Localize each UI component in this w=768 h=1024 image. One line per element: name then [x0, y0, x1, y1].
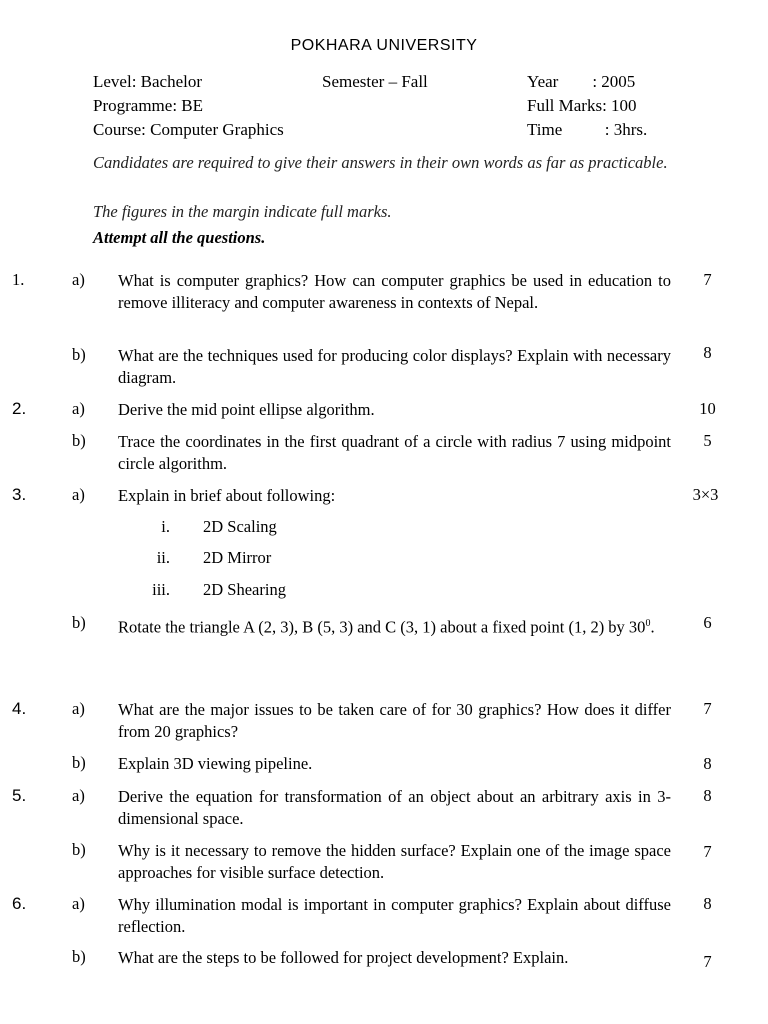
question-number: 3.	[12, 485, 27, 504]
instruction-answer-own-words: Candidates are required to give their answers in their own words as far as practicable.	[93, 153, 668, 172]
question-text: Derive the equation for transformation of an object about an arbitrary axis in 3-dimensional space.	[118, 787, 671, 828]
marks: 7	[703, 699, 712, 718]
question-text: Why is it necessary to remove the hidden surface? Explain one of the image space approaches for visible surface detection.	[118, 841, 671, 882]
degree-superscript: 0	[645, 618, 651, 629]
question-text-main: Rotate the triangle A (2, 3), B (5, 3) and C (3, 1) about a fixed point (1, 2) by 30	[118, 617, 646, 637]
marks: 7	[703, 952, 712, 971]
part-label: a)	[72, 399, 85, 418]
question-number: 1.	[12, 270, 25, 289]
question-text: Explain in brief about following:	[118, 486, 336, 505]
sub-item-numeral: iii.	[152, 580, 170, 599]
question-text: Why illumination modal is important in computer graphics? Explain about diffuse reflection.	[118, 895, 671, 936]
course-label: Course: Computer Graphics	[93, 120, 284, 139]
question-text: Derive the mid point ellipse algorithm.	[118, 400, 375, 419]
marks: 5	[703, 431, 712, 450]
instruction-margin-marks: The figures in the margin indicate full marks.	[93, 202, 392, 221]
question-number: 5.	[12, 786, 27, 805]
sub-item-text: 2D Shearing	[203, 580, 286, 599]
part-label: a)	[72, 270, 85, 289]
marks: 7	[703, 842, 712, 861]
sub-item-numeral: i.	[161, 517, 170, 536]
question-text: What are the major issues to be taken care of for 30 graphics? How does it differ from 20 graphics?	[118, 700, 671, 741]
sub-item-numeral: ii.	[156, 548, 170, 567]
part-label: a)	[72, 786, 85, 805]
marks: 7	[703, 270, 712, 289]
full-marks-label: Full Marks: 100	[527, 96, 637, 115]
part-label: a)	[72, 485, 85, 504]
question-text: What is computer graphics? How can computer graphics be used in education to remove illiteracy and computer awareness in contexts of Nepal.	[118, 271, 671, 312]
sub-item-text: 2D Mirror	[203, 548, 272, 567]
university-title: POKHARA UNIVERSITY	[290, 37, 478, 54]
part-label: b)	[72, 613, 86, 632]
question-text: Trace the coordinates in the first quadrant of a circle with radius 7 using midpoint circle algorithm.	[118, 432, 671, 473]
marks: 8	[703, 343, 712, 362]
marks: 8	[703, 786, 712, 805]
part-label: b)	[72, 947, 86, 966]
marks: 8	[703, 894, 712, 913]
question-number: 2.	[12, 399, 27, 418]
year-label: Year : 2005	[527, 72, 636, 91]
part-label: b)	[72, 840, 86, 859]
level-label: Level: Bachelor	[93, 72, 203, 91]
programme-label: Programme: BE	[93, 96, 204, 115]
semester-label: Semester – Fall	[322, 72, 428, 91]
marks: 8	[703, 754, 712, 773]
part-label: b)	[72, 431, 86, 450]
question-text: What are the steps to be followed for project development? Explain.	[118, 948, 569, 967]
part-label: b)	[72, 753, 86, 772]
part-label: a)	[72, 699, 85, 718]
question-text: What are the techniques used for producing color displays? Explain with necessary diagram.	[118, 346, 671, 387]
instruction-attempt-all: Attempt all the questions.	[93, 228, 266, 247]
question-text-end: .	[650, 617, 655, 637]
sub-item-text: 2D Scaling	[203, 517, 277, 536]
part-label: b)	[72, 345, 86, 364]
time-label: Time : 3hrs.	[527, 120, 648, 139]
question-text: Explain 3D viewing pipeline.	[118, 754, 313, 773]
part-label: a)	[72, 894, 85, 913]
marks: 6	[703, 613, 712, 632]
question-number: 6.	[12, 894, 27, 913]
question-text	[118, 613, 671, 639]
marks: 3×3	[692, 485, 719, 504]
question-number: 4.	[12, 699, 27, 718]
marks: 10	[699, 399, 716, 418]
